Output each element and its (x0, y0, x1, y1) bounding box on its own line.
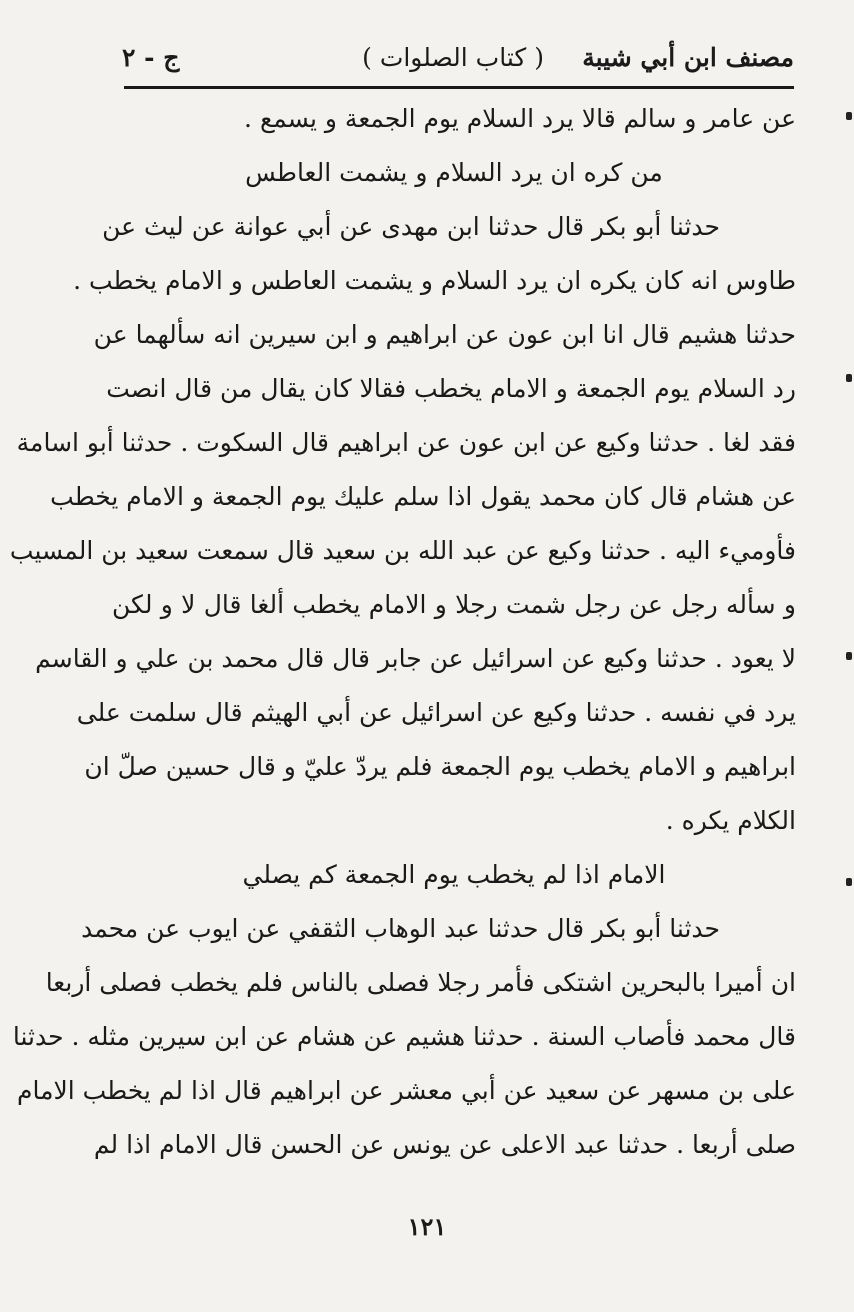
text-line: حدثنا هشيم قال انا ابن عون عن ابراهيم و ابن سيرين انه سألهما عن (93, 320, 796, 349)
text-line: فأوميء اليه . حدثنا وكيع عن عبد الله بن سعيد قال سمعت سعيد بن المسيب (9, 536, 796, 565)
text-line: قال محمد فأصاب السنة . حدثنا هشيم عن هشام عن ابن سيرين مثله . حدثنا (12, 1022, 796, 1051)
text-line: حدثنا أبو بكر قال حدثنا عبد الوهاب الثقفي عن ايوب عن محمد (81, 914, 720, 943)
page-header (118, 38, 794, 84)
text-line: طاوس انه كان يكره ان يرد السلام و يشمت العاطس و الامام يخطب . (73, 266, 796, 295)
margin-mark (846, 374, 852, 382)
section-title: ( كتاب الصلوات ) (362, 43, 544, 72)
margin-mark (846, 112, 852, 120)
text-line: الكلام يكره . (665, 806, 796, 835)
body-text (9, 92, 796, 1172)
volume-label: ج - ٢ (122, 43, 180, 72)
page-number: ١٢١ (407, 1212, 447, 1241)
header-rule (124, 86, 794, 89)
text-line: فقد لغا . حدثنا وكيع عن ابن عون عن ابراهيم قال السكوت . حدثنا أبو اسامة (16, 428, 796, 457)
book-title: مصنف ابن أبي شيبة (582, 43, 794, 72)
text-line: صلى أربعا . حدثنا عبد الاعلى عن يونس عن الحسن قال الامام اذا لم (93, 1130, 796, 1159)
text-line: يرد في نفسه . حدثنا وكيع عن اسرائيل عن أبي الهيثم قال سلمت على (76, 698, 796, 727)
text-line: و سأله رجل عن رجل شمت رجلا و الامام يخطب ألغا قال لا و لكن (112, 590, 796, 619)
text-line: رد السلام يوم الجمعة و الامام يخطب فقالا كان يقال من قال انصت (106, 374, 796, 403)
margin-mark (846, 878, 852, 886)
margin-mark (846, 652, 852, 660)
text-line: على بن مسهر عن سعيد عن أبي معشر عن ابراهيم قال اذا لم يخطب الامام (17, 1076, 796, 1105)
text-line: ان أميرا بالبحرين اشتكى فأمر رجلا فصلى بالناس فلم يخطب فصلى أربعا (45, 968, 796, 997)
text-line: حدثنا أبو بكر قال حدثنا ابن مهدى عن أبي عوانة عن ليث عن (102, 212, 720, 241)
text-line: ابراهيم و الامام يخطب يوم الجمعة فلم يردّ عليّ و قال حسين صلّ ان (84, 752, 796, 781)
text-line: عن عامر و سالم قالا يرد السلام يوم الجمعة و يسمع . (244, 104, 796, 133)
chapter-heading: الامام اذا لم يخطب يوم الجمعة كم يصلي (242, 860, 666, 889)
text-line: عن هشام قال كان محمد يقول اذا سلم عليك يوم الجمعة و الامام يخطب (50, 482, 796, 511)
chapter-heading: من كره ان يرد السلام و يشمت العاطس (245, 158, 663, 187)
text-line: لا يعود . حدثنا وكيع عن اسرائيل عن جابر قال قال محمد بن علي و القاسم (35, 644, 796, 673)
